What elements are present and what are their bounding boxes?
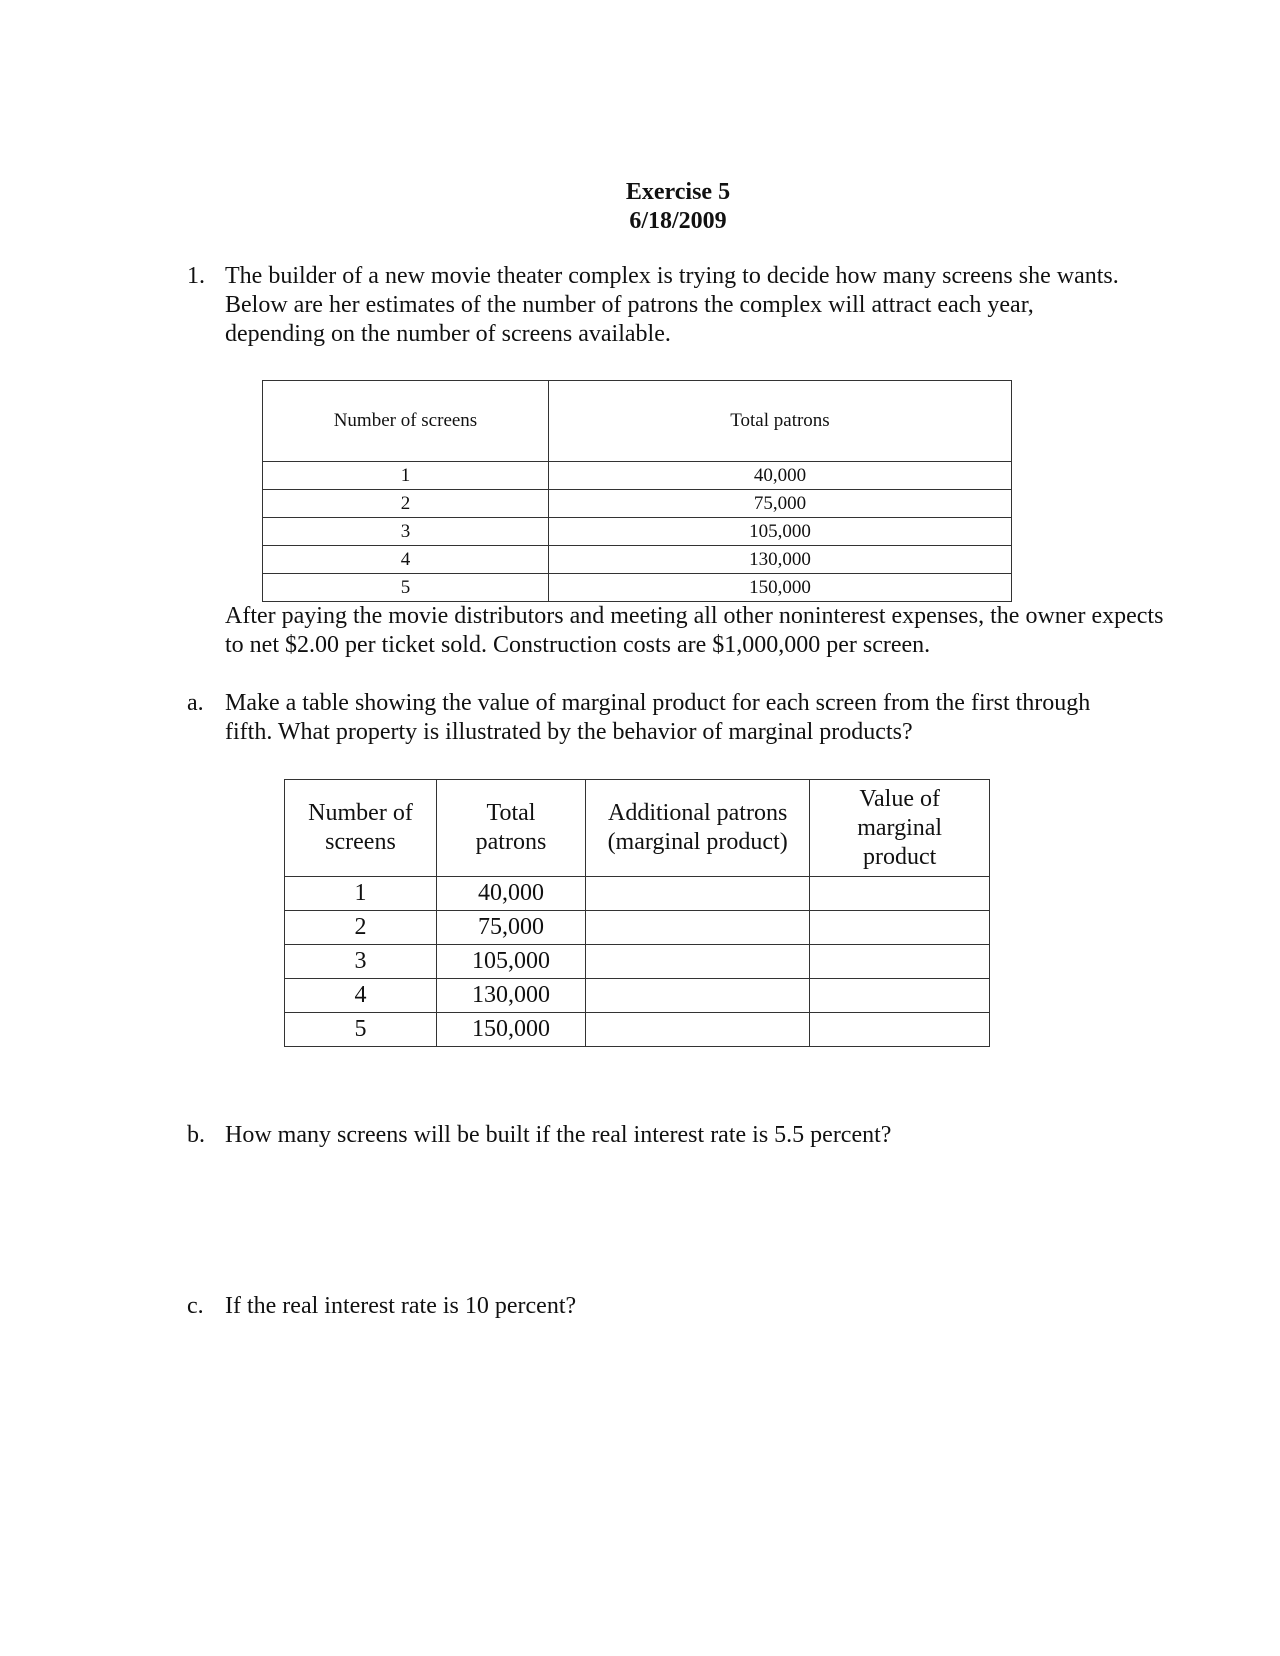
- table2-patrons-cell: 130,000: [436, 979, 585, 1013]
- table2-screens-cell: 3: [285, 945, 437, 979]
- table-row: [263, 574, 1012, 602]
- header-line: (marginal product): [607, 829, 788, 855]
- header-line: screens: [325, 829, 396, 855]
- marginal-product-table: [284, 779, 990, 1047]
- question-1-text: The builder of a new movie theater complex is trying to decide how many screens she wants. Below are her estimates of the number of patrons the complex will attract each year, depending on the number of screens available.: [225, 263, 1119, 347]
- table2-additional-cell[interactable]: [586, 877, 810, 911]
- part-b-text: How many screens will be built if the real interest rate is 5.5 percent?: [225, 1122, 892, 1148]
- part-c-marker: c.: [187, 1293, 204, 1319]
- table1-patrons-cell: 105,000: [548, 518, 1011, 546]
- table-row: [263, 546, 1012, 574]
- part-b-marker: b.: [187, 1122, 205, 1148]
- table-row: [285, 1013, 990, 1047]
- header-line: Number of: [308, 800, 413, 826]
- table-row: [263, 518, 1012, 546]
- table2-value-cell[interactable]: [810, 877, 990, 911]
- table2-value-cell[interactable]: [810, 945, 990, 979]
- table1-header-screens: Number of screens: [263, 381, 549, 462]
- table2-screens-cell: 2: [285, 911, 437, 945]
- table-row: [285, 911, 990, 945]
- table1-screens-cell: 3: [263, 518, 549, 546]
- header-line: patrons: [475, 829, 547, 855]
- table2-patrons-cell: 105,000: [436, 945, 585, 979]
- question-1-number: 1.: [187, 263, 205, 289]
- table1-screens-cell: 2: [263, 490, 549, 518]
- table1-patrons-cell: 75,000: [548, 490, 1011, 518]
- table2-value-cell[interactable]: [810, 1013, 990, 1047]
- table1-patrons-cell: 150,000: [548, 574, 1011, 602]
- header-line: Value of: [859, 785, 940, 812]
- table2-patrons-cell: 150,000: [436, 1013, 585, 1047]
- exercise-title: Exercise 5: [625, 179, 731, 205]
- table-row: [285, 877, 990, 911]
- table2-screens-cell: 1: [285, 877, 437, 911]
- table2-additional-cell[interactable]: [586, 1013, 810, 1047]
- table-row: [263, 490, 1012, 518]
- table2-patrons-cell: 40,000: [436, 877, 585, 911]
- table2-additional-cell[interactable]: [586, 979, 810, 1013]
- table-row: [263, 462, 1012, 490]
- table2-header-patrons: [436, 780, 585, 877]
- table2-value-cell[interactable]: [810, 911, 990, 945]
- table1-screens-cell: 4: [263, 546, 549, 574]
- patrons-table: [262, 380, 1012, 602]
- table-row: [285, 979, 990, 1013]
- table2-header-value: [810, 780, 990, 877]
- table1-screens-cell: 1: [263, 462, 549, 490]
- table1-patrons-cell: 130,000: [548, 546, 1011, 574]
- table2-screens-cell: 5: [285, 1013, 437, 1047]
- cost-paragraph: After paying the movie distributors and meeting all other noninterest expenses, the owner expects to net $2.00 per ticket sold. Construction costs are $1,000,000 per screen.: [225, 603, 1164, 658]
- table2-header-screens: [285, 780, 437, 877]
- table2-screens-cell: 4: [285, 979, 437, 1013]
- part-a-marker: a.: [187, 690, 204, 716]
- header-line: Additional patrons: [607, 800, 788, 826]
- exercise-date: 6/18/2009: [629, 208, 727, 234]
- table1-patrons-cell: 40,000: [548, 462, 1011, 490]
- table2-additional-cell[interactable]: [586, 911, 810, 945]
- table2-value-cell[interactable]: [810, 979, 990, 1013]
- table2-header-additional: [586, 780, 810, 877]
- header-line: Total: [486, 800, 536, 826]
- table2-additional-cell[interactable]: [586, 945, 810, 979]
- header-line: marginal: [857, 814, 943, 841]
- part-a-text: Make a table showing the value of marginal product for each screen from the first through fifth. What property is illustrated by the behavior of marginal products?: [225, 690, 1091, 745]
- table2-patrons-cell: 75,000: [436, 911, 585, 945]
- part-c-text: If the real interest rate is 10 percent?: [225, 1293, 577, 1319]
- header-line: product: [862, 843, 937, 870]
- table-row: [285, 945, 990, 979]
- table1-header-patrons: Total patrons: [548, 381, 1011, 462]
- table1-screens-cell: 5: [263, 574, 549, 602]
